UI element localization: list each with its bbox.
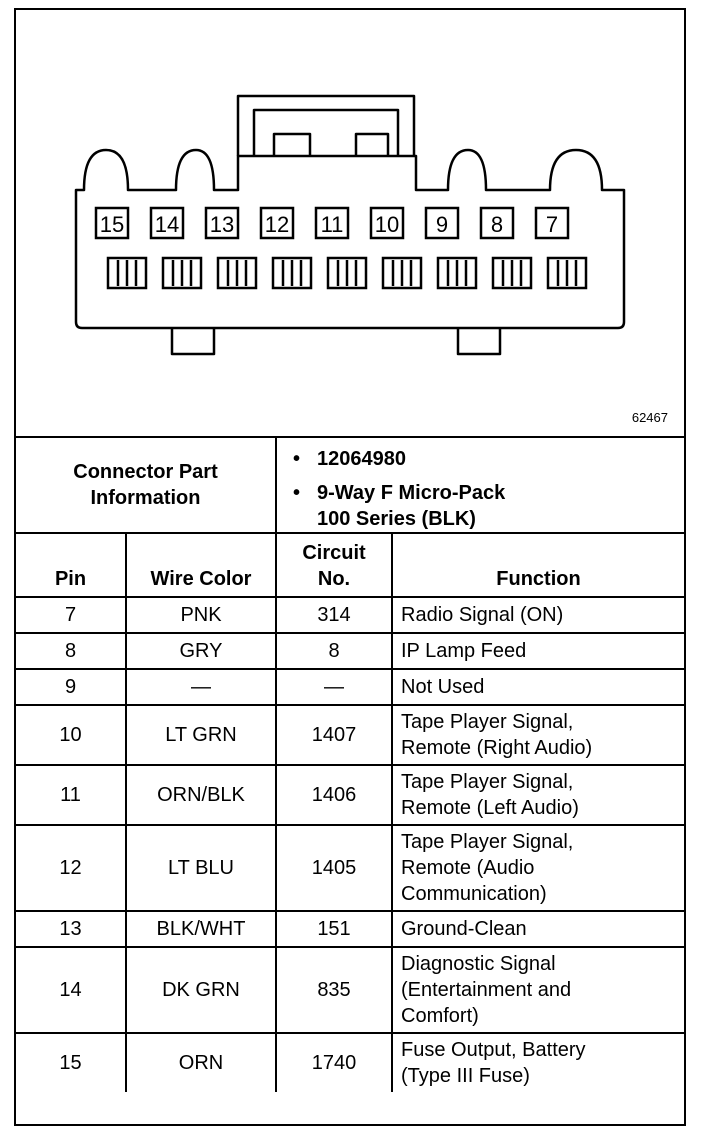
cell-circuit: 1406 — [276, 765, 392, 825]
cell-wire-color: DK GRN — [126, 947, 276, 1033]
pin-number-boxes — [96, 208, 568, 238]
cell-function — [392, 825, 684, 911]
cell-wire-color: — — [126, 669, 276, 705]
connector-diagram — [16, 10, 684, 438]
pin-label-13: 13 — [209, 212, 235, 237]
header-circuit-line1: Circuit — [302, 542, 366, 564]
part-info-label-line2: Information — [90, 487, 201, 509]
function-line: Fuse Output, Battery — [401, 1039, 586, 1061]
pin-label-11: 11 — [320, 212, 344, 237]
cell-circuit: 314 — [276, 597, 392, 633]
function-line: Not Used — [401, 676, 485, 698]
header-row — [16, 533, 684, 597]
cell-wire-color: LT GRN — [126, 705, 276, 765]
pin-rows — [16, 597, 684, 1092]
table-row — [16, 669, 684, 705]
bullet: • — [293, 448, 301, 470]
cell-function — [392, 765, 684, 825]
cell-circuit: 8 — [276, 633, 392, 669]
pin-label-10: 10 — [374, 212, 400, 237]
connector-drawing — [16, 10, 684, 436]
header-circuit — [276, 533, 392, 597]
table-row — [16, 765, 684, 825]
cell-function — [392, 947, 684, 1033]
table-row — [16, 633, 684, 669]
function-line: Ground-Clean — [401, 918, 527, 940]
figure-number: 62467 — [631, 410, 668, 425]
pin-label-8: 8 — [490, 212, 504, 237]
function-line: (Entertainment and — [401, 979, 572, 1001]
part-info-label — [16, 438, 276, 533]
part-info-label-line1: Connector Part — [73, 461, 218, 483]
pin-label-12: 12 — [264, 212, 290, 237]
cell-pin: 9 — [16, 669, 126, 705]
bullet: • — [293, 482, 301, 504]
table-row — [16, 597, 684, 633]
pin-label-7: 7 — [545, 212, 559, 237]
function-line: (Type III Fuse) — [401, 1065, 530, 1087]
cell-circuit: 1740 — [276, 1033, 392, 1092]
cell-wire-color: ORN — [126, 1033, 276, 1092]
cell-circuit: 1405 — [276, 825, 392, 911]
table-row — [16, 705, 684, 765]
cell-function — [392, 633, 684, 669]
header-function: Function — [392, 533, 684, 597]
part-description-line1: 9-Way F Micro-Pack — [317, 482, 506, 504]
cell-circuit: 151 — [276, 911, 392, 947]
function-line: Remote (Right Audio) — [401, 737, 593, 759]
function-line: Communication) — [401, 883, 547, 905]
cell-wire-color: ORN/BLK — [126, 765, 276, 825]
cell-circuit: 1407 — [276, 705, 392, 765]
function-line: Tape Player Signal, — [401, 831, 574, 853]
cell-wire-color: PNK — [126, 597, 276, 633]
cell-circuit: — — [276, 669, 392, 705]
cell-function — [392, 597, 684, 633]
cell-pin: 12 — [16, 825, 126, 911]
cell-wire-color: BLK/WHT — [126, 911, 276, 947]
cell-wire-color: LT BLU — [126, 825, 276, 911]
cell-function — [392, 1033, 684, 1092]
cell-function — [392, 669, 684, 705]
cell-pin: 13 — [16, 911, 126, 947]
header-pin: Pin — [16, 533, 126, 597]
function-line: Remote (Left Audio) — [401, 797, 579, 819]
pin-label-15: 15 — [99, 212, 125, 237]
cell-wire-color: GRY — [126, 633, 276, 669]
pin-label-9: 9 — [435, 212, 449, 237]
part-description-line2: 100 Series (BLK) — [317, 508, 476, 530]
table-row — [16, 947, 684, 1033]
function-line: Radio Signal (ON) — [401, 604, 564, 626]
terminal-slots — [108, 258, 586, 288]
cell-pin: 11 — [16, 765, 126, 825]
part-number: 12064980 — [317, 448, 406, 470]
header-circuit-line2: No. — [317, 568, 351, 590]
part-info-value — [276, 438, 684, 533]
table-row — [16, 825, 684, 911]
function-line: Tape Player Signal, — [401, 711, 574, 733]
connector-sheet — [14, 8, 686, 1126]
cell-function — [392, 911, 684, 947]
table-row — [16, 911, 684, 947]
function-line: Diagnostic Signal — [401, 953, 556, 975]
cell-pin: 15 — [16, 1033, 126, 1092]
pin-label-14: 14 — [154, 212, 180, 237]
cell-function — [392, 705, 684, 765]
table-row — [16, 1033, 684, 1092]
cell-pin: 10 — [16, 705, 126, 765]
function-line: Comfort) — [401, 1005, 479, 1027]
connector-table — [16, 438, 684, 1092]
function-line: IP Lamp Feed — [401, 640, 527, 662]
header-wire-color: Wire Color — [126, 533, 276, 597]
cell-pin: 8 — [16, 633, 126, 669]
function-line: Tape Player Signal, — [401, 771, 574, 793]
cell-pin: 14 — [16, 947, 126, 1033]
cell-pin: 7 — [16, 597, 126, 633]
cell-circuit: 835 — [276, 947, 392, 1033]
part-info-row — [16, 438, 684, 533]
function-line: Remote (Audio — [401, 857, 535, 879]
